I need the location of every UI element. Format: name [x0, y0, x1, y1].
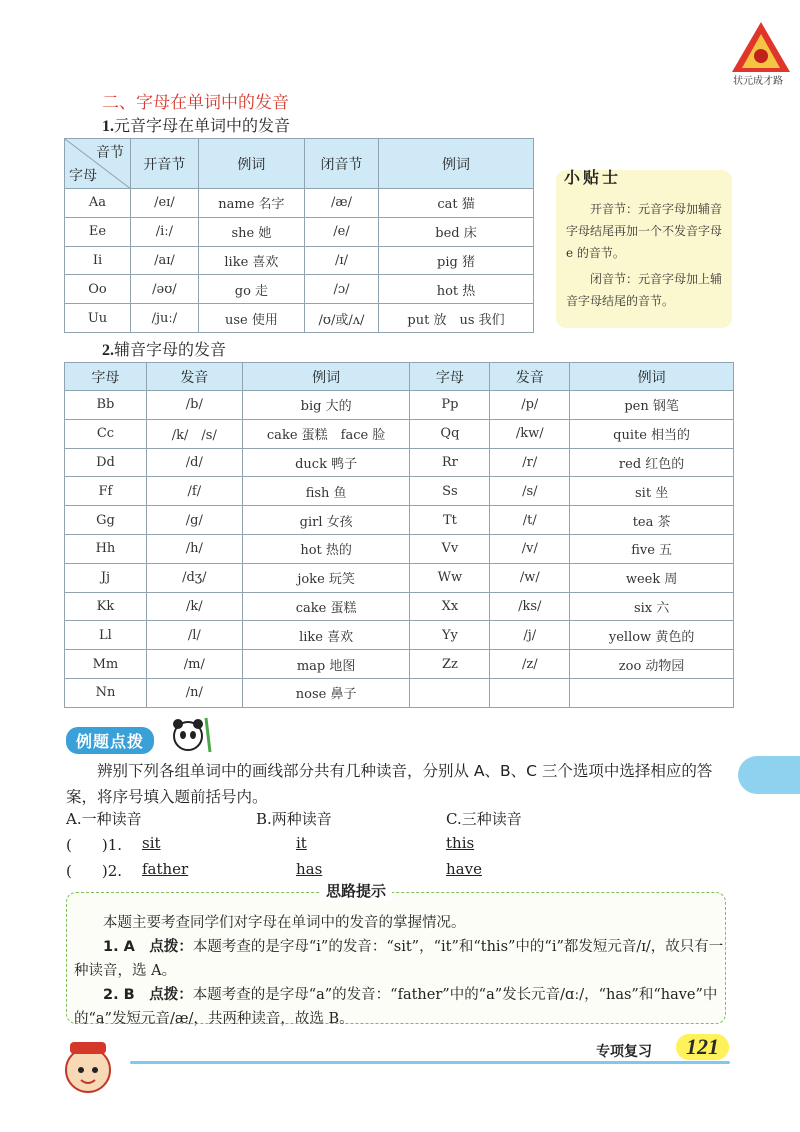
table-row [65, 621, 734, 650]
table-cell: joke 玩笑 [242, 563, 410, 592]
table-row [65, 592, 734, 621]
header-cell: 发音 [146, 363, 242, 391]
table-cell: /ɔ/ [304, 275, 378, 304]
table-cell: /juː/ [131, 304, 199, 333]
header-cell: 例词 [242, 363, 410, 391]
table-cell: /k/ [146, 592, 242, 621]
table-cell: six 六 [570, 592, 734, 621]
table-cell: /əʊ/ [131, 275, 199, 304]
table-cell: like 喜欢 [198, 246, 304, 275]
table-cell: cat 猫 [379, 189, 534, 218]
table-row [65, 246, 534, 275]
table-row [65, 448, 734, 477]
question-text: 辨别下列各组单词中的画线部分共有几种读音，分别从 A、B、C 三个选项中选择相应的答案，将序号填入题前括号内。 [66, 762, 713, 806]
table-cell: Hh [65, 534, 147, 563]
table-cell: like 喜欢 [242, 621, 410, 650]
table-cell: /kw/ [490, 419, 570, 448]
table-cell: cake 蛋糕 face 脸 [242, 419, 410, 448]
table-cell: Nn [65, 678, 147, 707]
table-cell: /j/ [490, 621, 570, 650]
consonant-table [64, 362, 734, 708]
table-cell: duck 鸭子 [242, 448, 410, 477]
diagonal-header-cell: 音节 字母 [65, 139, 131, 189]
table-cell: Bb [65, 391, 147, 420]
table-cell: Cc [65, 419, 147, 448]
table-cell: Ii [65, 246, 131, 275]
table-cell: /f/ [146, 477, 242, 506]
table-cell: /l/ [146, 621, 242, 650]
header-cell: 例词 [570, 363, 734, 391]
table-cell: cake 蛋糕 [242, 592, 410, 621]
table-row [65, 391, 734, 420]
hint-text [74, 911, 724, 1031]
side-tab [738, 756, 800, 794]
option-b: B.两种读音 [256, 810, 332, 828]
word: has [296, 860, 323, 878]
table-cell: Yy [410, 621, 490, 650]
table-cell: nose 鼻子 [242, 678, 410, 707]
hint-answer-2: 2. B 点拨：本题考查的是字母“a”的发音：“father”中的“a”发长元音/ɑː/，“has”和“have”中的“a”发短元音/æ/，共两种读音，故选 B。 [74, 987, 718, 1027]
table-cell: pig 猪 [379, 246, 534, 275]
table-cell: bed 床 [379, 217, 534, 246]
tip-text [566, 198, 728, 316]
table-cell: /n/ [146, 678, 242, 707]
table-cell: name 名字 [198, 189, 304, 218]
header-cell: 例词 [379, 139, 534, 189]
example-header [66, 727, 154, 754]
table-cell: zoo 动物园 [570, 650, 734, 679]
table-cell: Zz [410, 650, 490, 679]
table-row [65, 534, 734, 563]
header-cell: 发音 [490, 363, 570, 391]
table-cell [570, 678, 734, 707]
table-cell: Xx [410, 592, 490, 621]
header-cell: 开音节 [131, 139, 199, 189]
header-cell: 闭音节 [304, 139, 378, 189]
table-cell: quite 相当的 [570, 419, 734, 448]
table-cell: /ks/ [490, 592, 570, 621]
hint-answer-1: 1. A 点拨：本题考查的是字母“i”的发音：“sit”，“it”和“this”中的“i”都发短元音/ɪ/，故只有一种读音，选 A。 [74, 939, 724, 979]
consonant-section-title: 2.辅音字母的发音 [102, 340, 227, 359]
table-cell: Dd [65, 448, 147, 477]
table-cell: map 地图 [242, 650, 410, 679]
table-cell: /k/ /s/ [146, 419, 242, 448]
panda-icon [166, 714, 216, 754]
table-cell: yellow 黄色的 [570, 621, 734, 650]
table-cell: Ee [65, 217, 131, 246]
table-cell: /v/ [490, 534, 570, 563]
table-cell: hot 热的 [242, 534, 410, 563]
table-cell: girl 女孩 [242, 506, 410, 535]
table-cell: five 五 [570, 534, 734, 563]
table-row [65, 304, 534, 333]
table-cell: Ss [410, 477, 490, 506]
word: have [446, 860, 482, 878]
table-cell: Uu [65, 304, 131, 333]
mascot-icon [48, 1028, 128, 1108]
table-cell: Gg [65, 506, 147, 535]
table-cell: /d/ [146, 448, 242, 477]
vowel-section-title: 1.元音字母在单词中的发音 [102, 116, 291, 135]
table-cell: Mm [65, 650, 147, 679]
table-cell: put 放 us 我们 [379, 304, 534, 333]
table-cell: Ll [65, 621, 147, 650]
table-cell: /eɪ/ [131, 189, 199, 218]
table-cell: hot 热 [379, 275, 534, 304]
table-cell: Rr [410, 448, 490, 477]
table-cell: /s/ [490, 477, 570, 506]
table-cell: fish 鱼 [242, 477, 410, 506]
option-c: C.三种读音 [446, 810, 522, 828]
word: it [296, 834, 307, 852]
table-cell: Tt [410, 506, 490, 535]
table-cell: /g/ [146, 506, 242, 535]
table-cell: red 红色的 [570, 448, 734, 477]
tip-closed-syllable: 闭音节：元音字母加上辅音字母结尾的音节。 [566, 272, 723, 308]
table-cell: Vv [410, 534, 490, 563]
publisher-name: 状元成才路 [733, 76, 783, 87]
table-cell: pen 钢笔 [570, 391, 734, 420]
table-cell: Kk [65, 592, 147, 621]
page-number: 121 [676, 1034, 729, 1060]
hint-title: 思路提示 [320, 880, 392, 901]
table-row [65, 650, 734, 679]
table-cell: /z/ [490, 650, 570, 679]
table-cell: /ʊ/或/ʌ/ [304, 304, 378, 333]
table-cell: /t/ [490, 506, 570, 535]
tip-open-syllable: 开音节：元音字母加辅音字母结尾再加一个不发音字母 e 的音节。 [566, 202, 723, 260]
header-cell: 例词 [198, 139, 304, 189]
word: this [446, 834, 475, 852]
table-cell: /m/ [146, 650, 242, 679]
vowel-table [64, 138, 534, 333]
footer-line [130, 1061, 730, 1064]
table-cell: Aa [65, 189, 131, 218]
word: father [142, 860, 189, 878]
table-cell: Pp [410, 391, 490, 420]
table-cell: big 大的 [242, 391, 410, 420]
table-cell: /p/ [490, 391, 570, 420]
table-cell: go 走 [198, 275, 304, 304]
example-badge: 例题点拨 [66, 727, 154, 754]
table-cell: week 周 [570, 563, 734, 592]
table-cell: tea 茶 [570, 506, 734, 535]
table-cell: she 她 [198, 217, 304, 246]
table-cell: /h/ [146, 534, 242, 563]
table-cell: Ww [410, 563, 490, 592]
table-row [65, 678, 734, 707]
tip-title: 小贴士 [564, 168, 622, 187]
option-a: A.一种读音 [66, 810, 142, 828]
table-cell: /w/ [490, 563, 570, 592]
table-cell [410, 678, 490, 707]
table-row [65, 189, 534, 218]
table-row [65, 275, 534, 304]
table-row [65, 419, 734, 448]
table-cell: /ɪ/ [304, 246, 378, 275]
footer-label: 专项复习 [596, 1044, 652, 1060]
table-cell: sit 坐 [570, 477, 734, 506]
hint-intro: 本题主要考查同学们对字母在单词中的发音的掌握情况。 [103, 915, 466, 931]
table-cell: /r/ [490, 448, 570, 477]
table-row [65, 477, 734, 506]
table-row [65, 217, 534, 246]
word: sit [142, 834, 161, 852]
table-cell [490, 678, 570, 707]
table-cell: /aɪ/ [131, 246, 199, 275]
header-cell: 字母 [410, 363, 490, 391]
table-cell: /æ/ [304, 189, 378, 218]
table-row [65, 506, 734, 535]
table-cell: Jj [65, 563, 147, 592]
table-cell: /dʒ/ [146, 563, 242, 592]
table-cell: /e/ [304, 217, 378, 246]
section-title: 二、字母在单词中的发音 [102, 93, 289, 113]
table-cell: Ff [65, 477, 147, 506]
table-cell: /iː/ [131, 217, 199, 246]
table-row [65, 563, 734, 592]
table-cell: Qq [410, 419, 490, 448]
table-cell: use 使用 [198, 304, 304, 333]
header-cell: 字母 [65, 363, 147, 391]
table-cell: /b/ [146, 391, 242, 420]
table-cell: Oo [65, 275, 131, 304]
